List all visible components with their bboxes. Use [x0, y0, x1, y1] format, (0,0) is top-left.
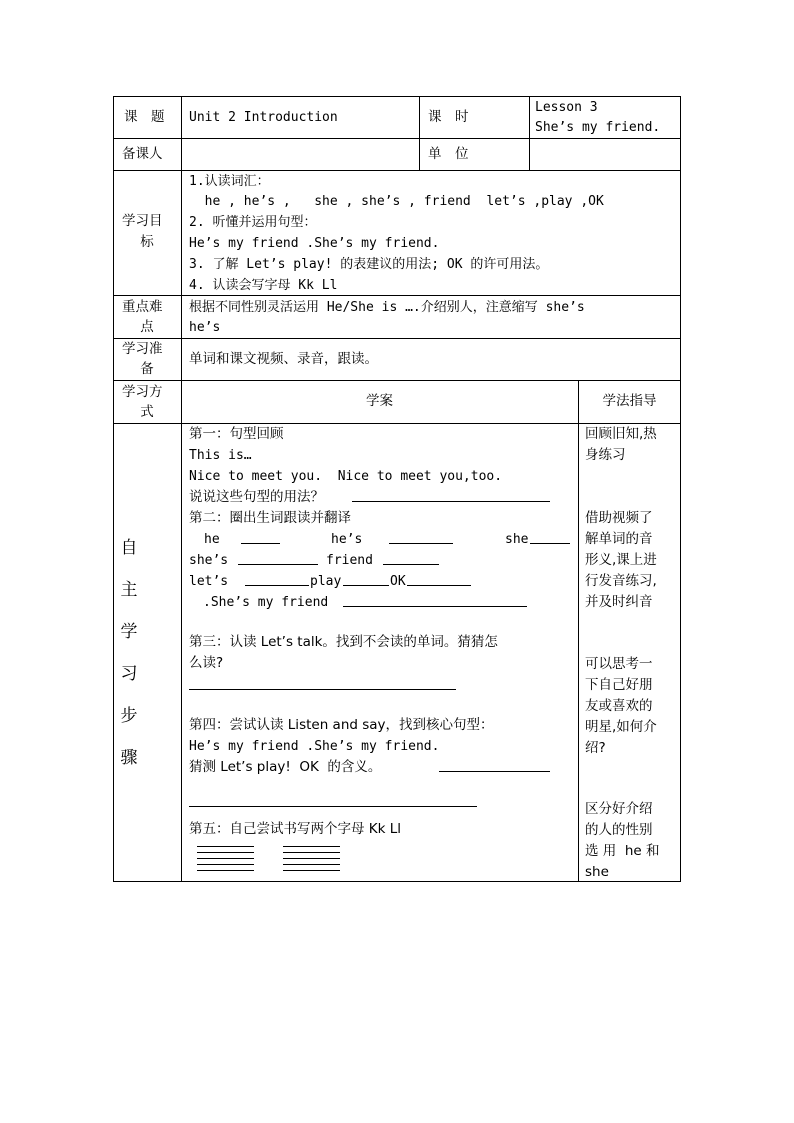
step4-sentence: He’s my friend .She’s my friend. [189, 739, 440, 754]
objective-line: 2. 听懂并运用句型： [189, 215, 317, 230]
answer-blank[interactable] [439, 759, 550, 772]
guidance-header: 学法指导 [602, 393, 657, 409]
objective-line: 3. 了解 Let’s play! 的表建议的用法; OK 的许可用法。 [189, 257, 549, 272]
vocab-word: OK [390, 574, 406, 589]
handwriting-guide-lines[interactable] [283, 846, 340, 875]
step1-question: 说说这些句型的用法？ [189, 489, 324, 505]
step2-title: 第二：圈出生词跟读并翻译 [189, 510, 351, 526]
column-divider [419, 96, 420, 170]
vocab-word: she [505, 532, 529, 547]
answer-blank[interactable] [383, 552, 439, 565]
objective-line: He’s my friend .She’s my friend. [189, 236, 440, 251]
vocab-word: she’s [189, 553, 229, 568]
step4-guess: 猜测 Let’s play! OK 的含义。 [189, 759, 382, 775]
answer-blank[interactable] [407, 573, 471, 586]
answer-blank[interactable] [389, 531, 453, 544]
answer-blank[interactable] [245, 573, 309, 586]
unit-label: 单 位 [428, 146, 469, 162]
methods-label-line1: 学习方 [122, 384, 163, 400]
handwriting-guide-lines[interactable] [197, 846, 254, 875]
answer-blank[interactable] [189, 794, 477, 807]
preparation-text: 单词和课文视频、录音，跟读。 [189, 351, 378, 367]
self-study-label-char: 步 [120, 706, 138, 726]
key-points-text: he’s [189, 320, 221, 335]
self-study-label-char: 主 [120, 580, 138, 600]
answer-blank[interactable] [241, 531, 280, 544]
vocab-word: let’s [189, 574, 229, 589]
guidance-note-line: 明星,如何介 [585, 719, 657, 735]
self-study-label-char: 学 [120, 622, 138, 642]
answer-blank[interactable] [343, 573, 389, 586]
unit-title: Unit 2 Introduction [189, 110, 338, 125]
guidance-note-line: 行发音练习, [585, 573, 657, 589]
self-study-label-char: 骤 [120, 748, 138, 768]
plan-header: 学案 [366, 393, 393, 409]
vocab-word: friend [326, 553, 373, 568]
lesson-number: Lesson 3 [535, 100, 598, 115]
self-study-label-char: 习 [120, 664, 138, 684]
methods-label-line2: 式 [140, 404, 154, 420]
period-label: 课 时 [428, 109, 469, 125]
column-divider [529, 96, 530, 170]
step5-title: 第五：自己尝试书写两个字母 Kk Ll [189, 821, 402, 837]
guidance-note-line: 借助视频了 [585, 510, 653, 526]
objective-line: 4. 认读会写字母 Kk Ll [189, 278, 338, 293]
guidance-note-line: 并及时纠音 [585, 594, 653, 610]
guidance-note-line: 形义,课上进 [585, 552, 657, 568]
column-divider [578, 380, 579, 882]
vocab-word: he [204, 532, 220, 547]
guidance-note-line: 可以思考一 [585, 656, 653, 672]
row-divider [113, 138, 681, 139]
guidance-note-line: 身练习 [585, 447, 626, 463]
answer-blank[interactable] [343, 594, 527, 607]
step3-title-cont: 么读? [189, 655, 224, 671]
preparation-label-line2: 备 [140, 361, 154, 377]
row-divider [113, 338, 681, 339]
step3-title: 第三：认读 Let’s talk。找到不会读的单词。猜猜怎 [189, 634, 498, 650]
preparer-label: 备课人 [122, 146, 163, 162]
topic-label: 课 题 [124, 109, 165, 125]
guidance-note-line: 区分好介绍 [585, 801, 653, 817]
key-points-text: 根据不同性别灵活运用 He/She is ….介绍别人，注意缩写 she’s [189, 300, 585, 315]
guidance-note-line: 解单词的音 [585, 531, 653, 547]
answer-blank[interactable] [189, 677, 456, 690]
row-divider [113, 380, 681, 381]
vocab-word: play [310, 574, 342, 589]
objective-line: 1.认读词汇： [189, 174, 270, 189]
key-points-label-line2: 点 [140, 319, 154, 335]
vocab-sentence: .She’s my friend [203, 595, 329, 610]
step1-line: Nice to meet you. Nice to meet you,too. [189, 469, 503, 484]
guidance-note-line: 友或喜欢的 [585, 698, 653, 714]
answer-blank[interactable] [530, 531, 570, 544]
vocab-word: he’s [331, 532, 363, 547]
answer-blank[interactable] [352, 489, 550, 502]
objective-line: he , he’s , she , she’s , friend let’s ,play ,OK [189, 194, 604, 209]
objectives-label-line1: 学习目 [122, 213, 163, 229]
guidance-note-line: 的人的性别 [585, 822, 653, 838]
preparation-label-line1: 学习准 [122, 341, 163, 357]
guidance-note-line: she [585, 864, 609, 880]
guidance-note-line: 选 用 he 和 [585, 843, 660, 859]
key-points-label-line1: 重点难 [122, 299, 163, 315]
guidance-note-line: 绍? [585, 740, 606, 756]
guidance-note-line: 下自己好朋 [585, 677, 653, 693]
step1-line: This is… [189, 448, 252, 463]
step1-title: 第一：句型回顾 [189, 426, 284, 442]
lesson-title: She’s my friend. [535, 120, 661, 135]
answer-blank[interactable] [238, 552, 318, 565]
guidance-note-line: 回顾旧知,热 [585, 426, 657, 442]
step4-title: 第四：尝试认读 Listen and say，找到核心句型： [189, 717, 494, 733]
column-divider [181, 96, 182, 882]
self-study-label-char: 自 [120, 538, 138, 558]
objectives-label-line2: 标 [140, 234, 154, 250]
